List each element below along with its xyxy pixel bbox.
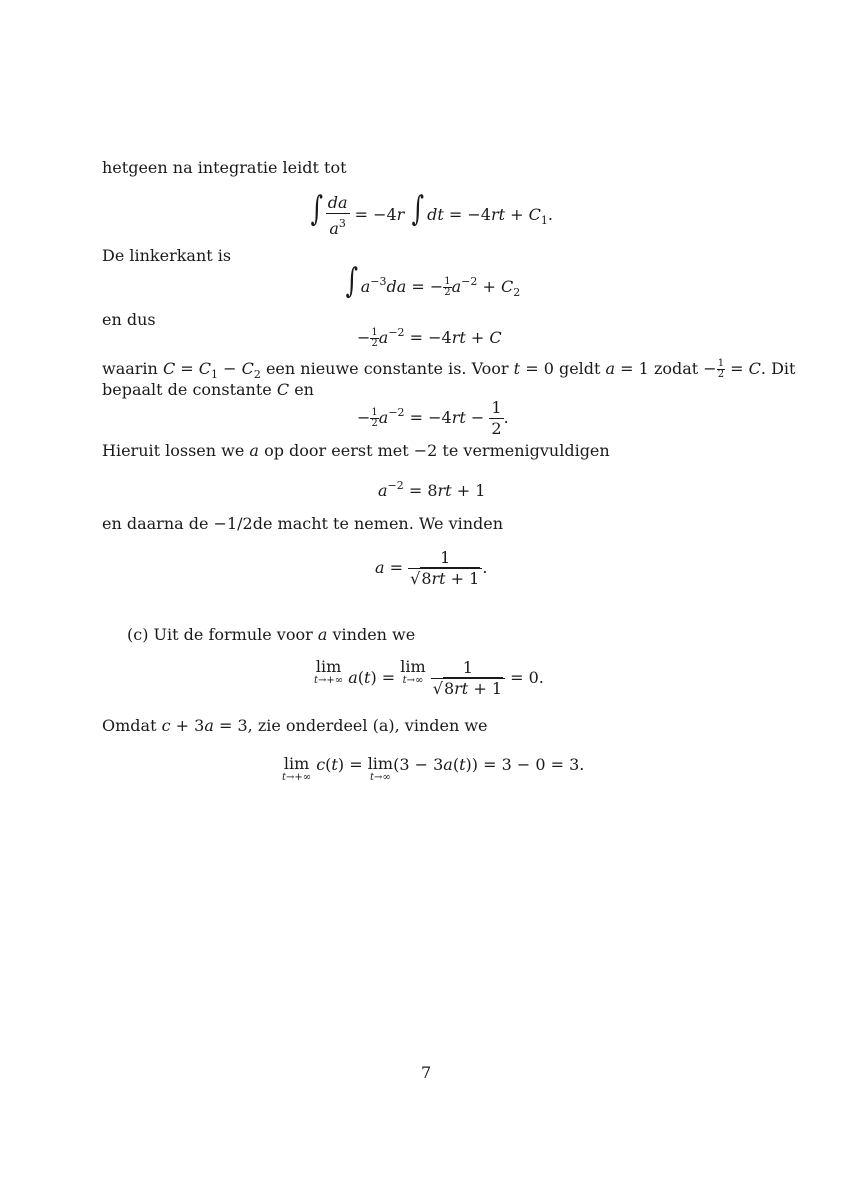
text-line: en dus — [102, 310, 156, 329]
equation-3: − $\frac{1}{2}$ $a^{-2} = -4rt + C$ — [357, 326, 502, 349]
equation-5: $a^{-2} = 8rt + 1$ — [378, 479, 486, 500]
text-line: Hieruit lossen we a op door eerst met −2 te vermenigvuldigen — [102, 441, 610, 460]
text-line: Omdat c + 3a = 3, zie onderdeel (a), vinden we — [102, 716, 488, 735]
equation-limit-1: lim t→+∞ a(t) = lim t→∞ $\frac{1}{√8rt + 1}$ = 0. — [314, 657, 544, 698]
text-line: De linkerkant is — [102, 246, 232, 265]
text-line: hetgeen na integratie leidt tot — [102, 158, 347, 177]
page-number: 7 — [421, 1063, 432, 1082]
text-line: bepaalt de constante C en — [102, 380, 314, 399]
equation-limit-2: lim t→+∞ c(t) = lim t→∞ (3 − 3a(t)) = 3 − 0 = 3. — [282, 754, 585, 783]
text-line: en daarna de −1/2de macht te nemen. We vinden — [102, 514, 504, 533]
text-line: (c) Uit de formule voor a vinden we — [127, 625, 416, 644]
equation-integral-2: ∫ $a^{-3}da$ = − $\frac{1}{2}$ $a^{-2} + C_2$ — [345, 261, 521, 301]
equation-4: − $\frac{1}{2}$ $a^{-2} = -4rt$ − $\frac{1}{2}$ . — [357, 398, 509, 438]
equation-6: a = $\frac{1}{√8rt + 1}$ . — [375, 548, 488, 588]
text-line: waarin $C = C_1 - C_2$ een nieuwe constante is. Voor t = 0 geldt a = 1 zodat − $\frac{1}{2}$ = C. Dit — [102, 358, 796, 381]
equation-integral-1: ∫ $\frac{da}{a^3}$ = −4r ∫ dt = $-4rt + C_1$. — [310, 189, 553, 238]
